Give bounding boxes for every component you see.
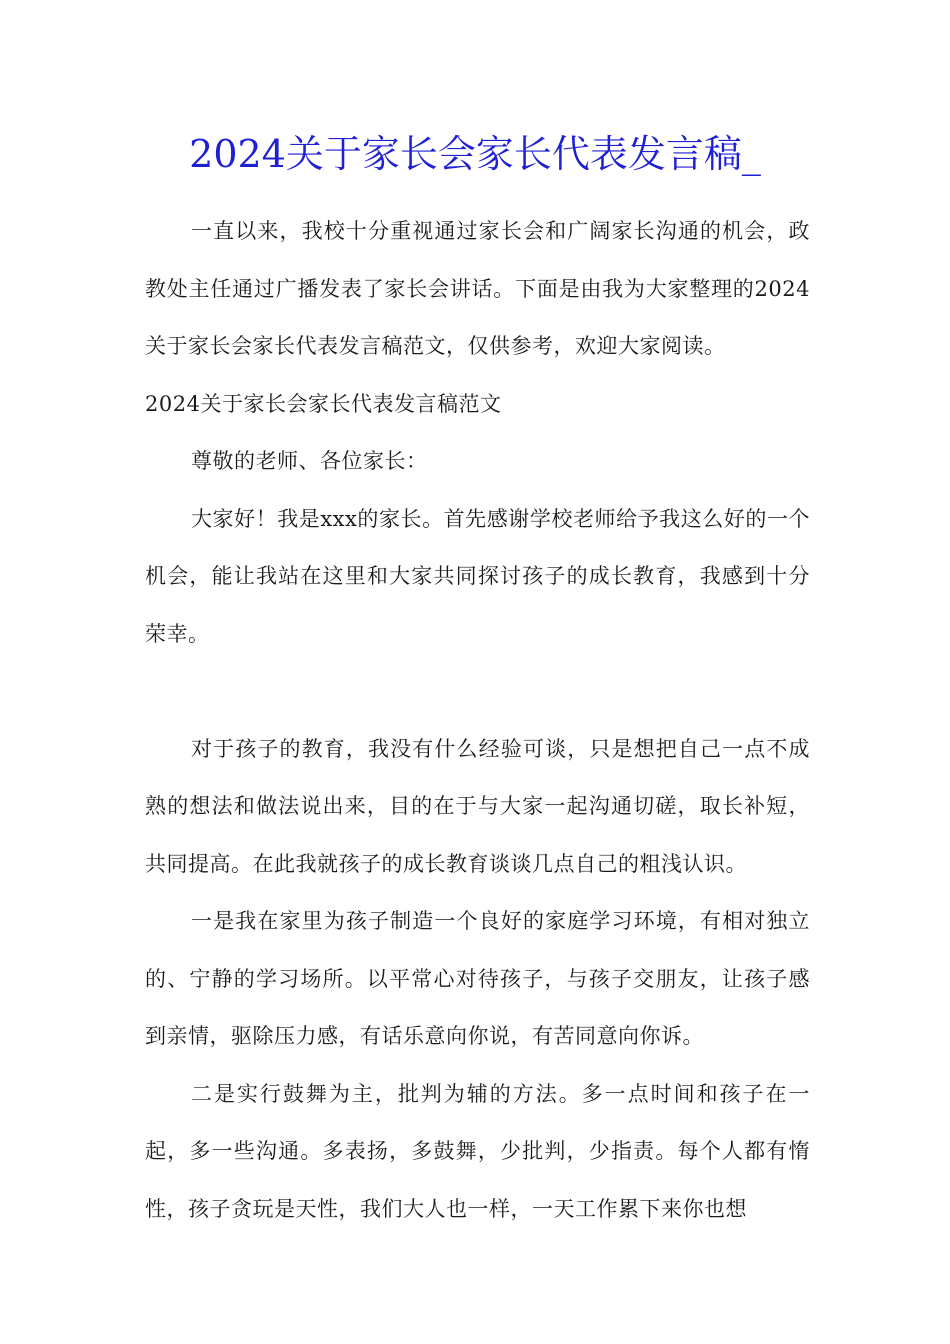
paragraph-point-one: 一是我在家里为孩子制造一个良好的家庭学习环境，有相对独立的、宁静的学习场所。以平常心对待孩子，与孩子交朋友，让孩子感到亲情，驱除压力感，有话乐意向你说，有苦同意向你诉。 (145, 909, 810, 1048)
paragraph-salutation: 尊敬的老师、各位家长： (191, 449, 428, 473)
paragraph-spacer (145, 663, 810, 721)
paragraph-education: 对于孩子的教育，我没有什么经验可谈，只是想把自己一点不成熟的想法和做法说出来，目的在于与大家一起沟通切磋，取长补短，共同提高。在此我就孩子的成长教育谈谈几点自己的粗浅认识。 (145, 736, 810, 876)
paragraph-point-two: 二是实行鼓舞为主，批判为辅的方法。多一点时间和孩子在一起，多一些沟通。多表扬，多鼓舞，少批判，少指责。每个人都有惰性，孩子贪玩是天性，我们大人也一样，一天工作累下来你也想 (145, 1081, 810, 1221)
paragraph-subtitle: 2024关于家长会家长代表发言稿范文 (145, 391, 502, 416)
paragraph-intro: 一直以来，我校十分重视通过家长会和广阔家长沟通的机会，政教处主任通过广播发表了家长会讲话。下面是由我为大家整理的2024关于家长会家长代表发言稿范文，仅供参考，欢迎大家阅读。 (145, 219, 810, 358)
document-body (145, 203, 810, 1238)
document-title: 2024关于家长会家长代表发言稿_ (189, 132, 761, 176)
paragraph-greeting: 大家好！我是xxx的家长。首先感谢学校老师给予我这么好的一个机会，能让我站在这里和大家共同探讨孩子的成长教育，我感到十分荣幸。 (145, 506, 810, 646)
